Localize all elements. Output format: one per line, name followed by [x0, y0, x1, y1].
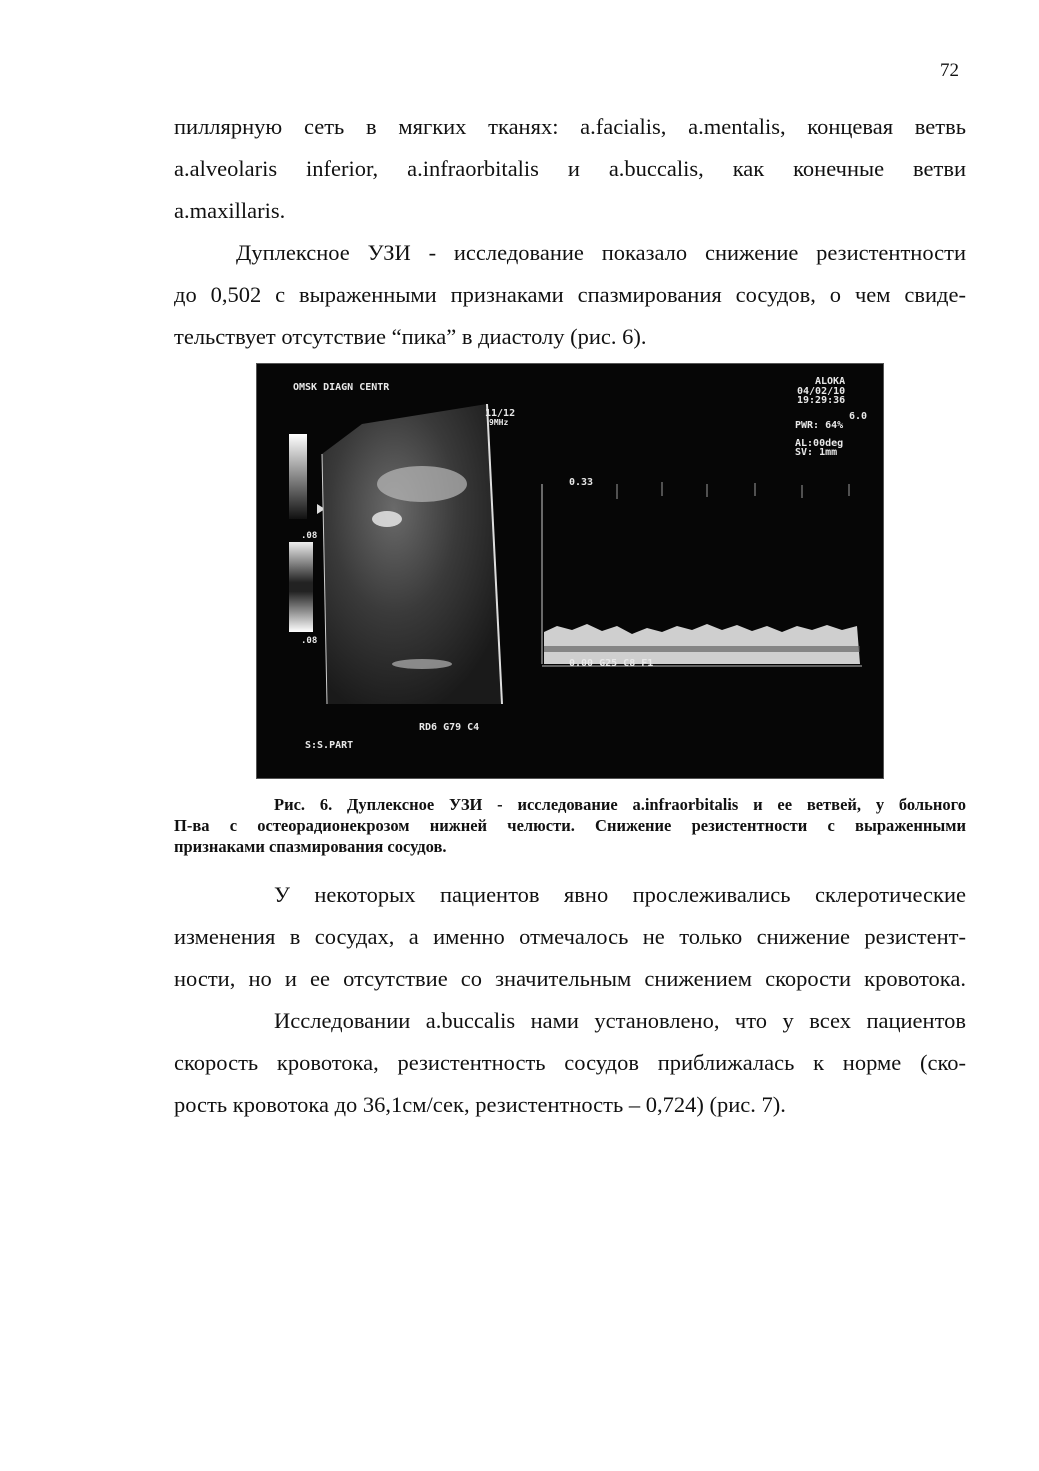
angle-label: AL:00deg [795, 438, 844, 449]
text-line: a.maxillaris. [174, 198, 286, 223]
gain-label: RD6 G79 C4 [419, 722, 480, 733]
caption-line: Рис. 6. Дуплексное УЗИ - исследование a.infraorbitalis и ее ветвей, у больного [274, 795, 966, 814]
text-line: изменения в сосудах, а именно отмечалось не только снижение резистент- [174, 924, 966, 949]
baseline-label: 0.00 G25 C8 F1 [569, 658, 654, 669]
text-line: Исследовании a.buccalis нами установлено, что у всех пациентов [274, 1008, 966, 1033]
text-line: Дуплексное УЗИ - исследование показало снижение резистентности [236, 240, 966, 265]
figure-caption [174, 794, 966, 857]
date-label: 04/02/10 [797, 386, 846, 397]
text-line: У некоторых пациентов явно прослеживались склеротические [274, 882, 966, 907]
part-label: S:S.PART [305, 740, 354, 751]
text-line: тельствует отсутствие “пика” в диастолу (рис. 6). [174, 324, 647, 349]
header-label: OMSK DIAGN CENTR [293, 382, 390, 393]
paragraph-3 [174, 874, 966, 1000]
freq-label: 9MHz [489, 418, 509, 427]
sample-volume-label: SV: 1mm [795, 447, 838, 458]
frame-label: 11/12 [485, 408, 516, 419]
velocity-label: 0.33 [569, 477, 594, 488]
page-number: 72 [940, 60, 959, 81]
caption-line: признаками спазмирования сосудов. [174, 837, 447, 856]
paragraph-2 [174, 232, 966, 358]
value-label: 6.0 [849, 411, 868, 422]
b-mode-image [322, 404, 502, 704]
text-line: пиллярную сеть в мягких тканях: a.facialis, a.mentalis, концевая ветвь [174, 114, 966, 139]
brand-label: ALOKA [815, 376, 846, 387]
time-label: 19:29:36 [797, 395, 846, 406]
ultrasound-figure [256, 363, 884, 779]
scale-top-label: .08 [301, 531, 318, 541]
power-label: PWR: 64% [795, 420, 844, 431]
caption-line: П-ва с остеорадионекрозом нижней челюсти. Снижение резистентности с выраженными [174, 816, 966, 835]
color-scale-bar [289, 542, 313, 632]
text-line: рость кровотока до 36,1см/сек, резистентность – 0,724) (рис. 7). [174, 1092, 786, 1117]
text-line: ности, но и ее отсутствие со значительным снижением скорости кровотока. [174, 966, 966, 991]
text-line: a.alveolaris inferior, a.infraorbitalis и a.buccalis, как конечные ветви [174, 156, 966, 181]
text-line: скорость кровотока, резистентность сосудов приближалась к норме (ско- [174, 1050, 966, 1075]
scale-bottom-label: .08 [301, 636, 318, 646]
paragraph-1 [174, 106, 966, 232]
paragraph-4 [174, 1000, 966, 1126]
text-line: до 0,502 с выраженными признаками спазмирования сосудов, о чем свиде- [174, 282, 966, 307]
grayscale-bar [289, 434, 307, 519]
